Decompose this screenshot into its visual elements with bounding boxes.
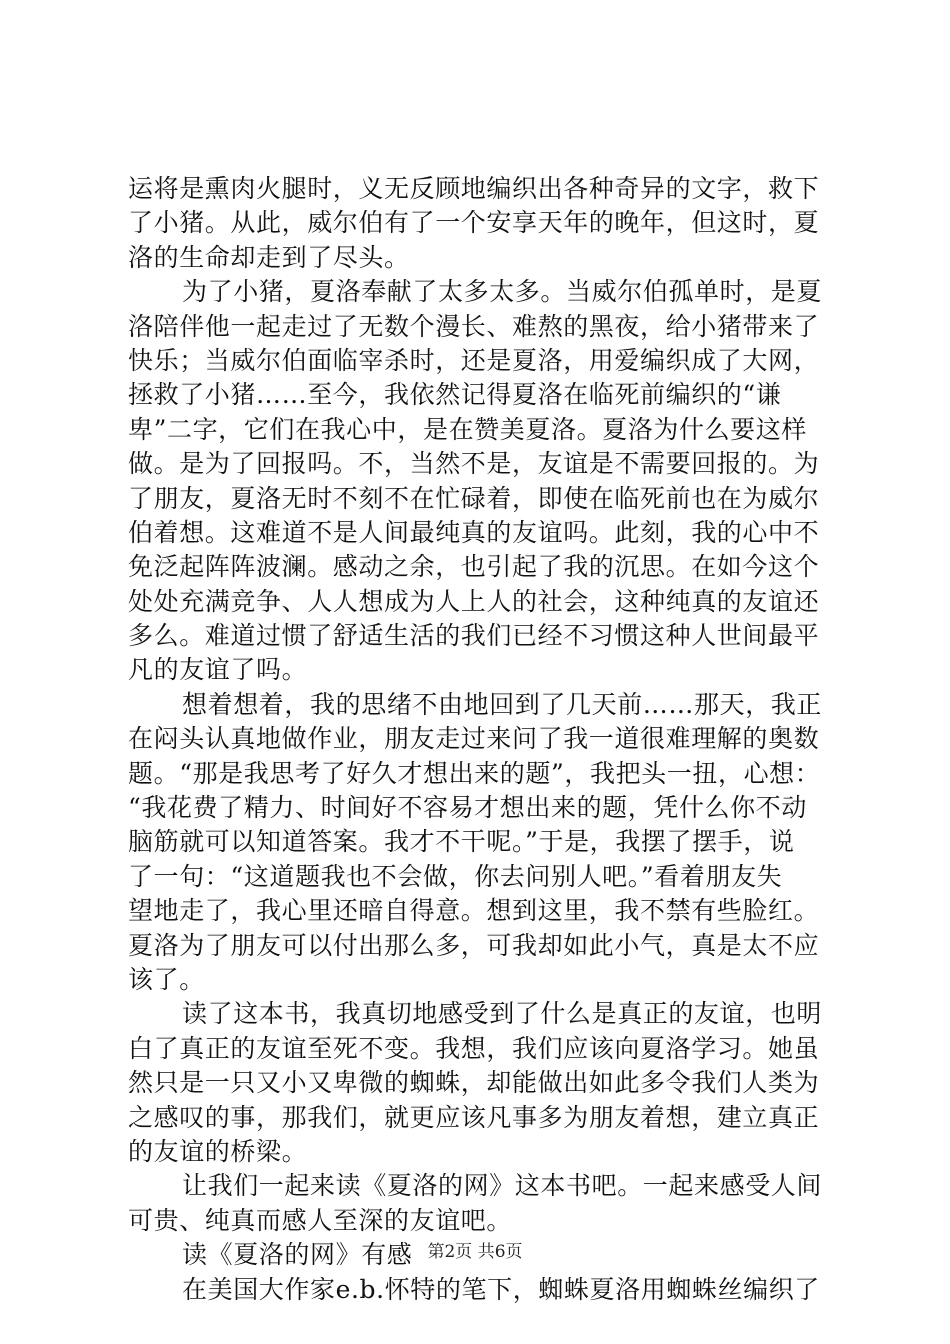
- document-body: [128, 172, 848, 1307]
- text-line: 多么。难道过惯了舒适生活的我们已经不习惯这种人世间最平: [128, 621, 820, 651]
- paragraph-start-line: 让我们一起来读《夏洛的网》这本书吧。一起来感受人间: [182, 1171, 823, 1201]
- text-line: 夏洛为了朋友可以付出那么多，可我却如此小气，真是太不应: [128, 930, 820, 960]
- text-line: 拯救了小猪……至今，我依然记得夏洛在临死前编织的“谦: [128, 380, 782, 410]
- paragraph-start-line: 读了这本书，我真切地感受到了什么是真正的友谊，也明: [182, 999, 823, 1029]
- text-line: 望地走了，我心里还暗自得意。想到这里，我不禁有些脸红。: [128, 896, 820, 926]
- text-line: 卑”二字，它们在我心中，是在赞美夏洛。夏洛为什么要这样: [128, 414, 807, 444]
- text-line: 白了真正的友谊至死不变。我想，我们应该向夏洛学习。她虽: [128, 1033, 820, 1063]
- text-line: 快乐；当威尔伯面临宰杀时，还是夏洛，用爱编织成了大网，: [128, 345, 820, 375]
- text-line: 处处充满竞争、人人想成为人上人的社会，这种纯真的友谊还: [128, 586, 820, 616]
- text-line: 了朋友，夏洛无时不刻不在忙碌着，即使在临死前也在为威尔: [128, 483, 820, 513]
- text-line: 可贵、纯真而感人至深的友谊吧。: [128, 1205, 513, 1235]
- text-line: 该了。: [128, 964, 205, 994]
- page-number-footer: 第2页 共6页: [427, 1242, 523, 1262]
- text-line: 题。“那是我思考了好久才想出来的题”，我把头一扭，心想：: [128, 758, 821, 788]
- text-line: 了小猪。从此，威尔伯有了一个安享天年的晚年，但这时，夏: [128, 208, 820, 238]
- text-line: 做。是为了回报吗。不，当然不是，友谊是不需要回报的。为: [128, 449, 820, 479]
- paragraph-start-line: 想着想着，我的思绪不由地回到了几天前……那天，我正: [182, 689, 823, 719]
- text-line: 伯着想。这难道不是人间最纯真的友谊吗。此刻，我的心中不: [128, 517, 820, 547]
- text-line: 免泛起阵阵波澜。感动之余，也引起了我的沉思。在如今这个: [128, 552, 820, 582]
- text-line: 在闷头认真地做作业，朋友走过来问了我一道很难理解的奥数: [128, 724, 820, 754]
- paragraph-start-line: 为了小猪，夏洛奉献了太多太多。当威尔伯孤单时，是夏: [182, 277, 823, 307]
- text-line: “我花费了精力、时间好不容易才想出来的题，凭什么你不动: [128, 793, 807, 823]
- text-line: 了一句：“这道题我也不会做，你去问别人吧。”看着朋友失: [128, 861, 783, 891]
- text-line: 洛的生命却走到了尽头。: [128, 242, 410, 272]
- text-line: 凡的友谊了吗。: [128, 655, 308, 685]
- text-line: 运将是熏肉火腿时，义无反顾地编织出各种奇异的文字，救下: [128, 174, 820, 203]
- text-line: 的友谊的桥梁。: [128, 1136, 308, 1166]
- text-line: 之感叹的事，那我们，就更应该凡事多为朋友着想，建立真正: [128, 1102, 820, 1132]
- text-line: 然只是一只又小又卑微的蜘蛛，却能做出如此多令我们人类为: [128, 1068, 820, 1098]
- text-line: 脑筋就可以知道答案。我才不干呢。”于是，我摆了摆手，说: [128, 827, 795, 857]
- paragraph-start-line: 在美国大作家e.b.怀特的笔下，蜘蛛夏洛用蜘蛛丝编织了: [182, 1274, 820, 1304]
- text-line: 洛陪伴他一起走过了无数个漫长、难熬的黑夜，给小猪带来了: [128, 311, 820, 341]
- section-title: 读《夏洛的网》有感: [182, 1240, 413, 1270]
